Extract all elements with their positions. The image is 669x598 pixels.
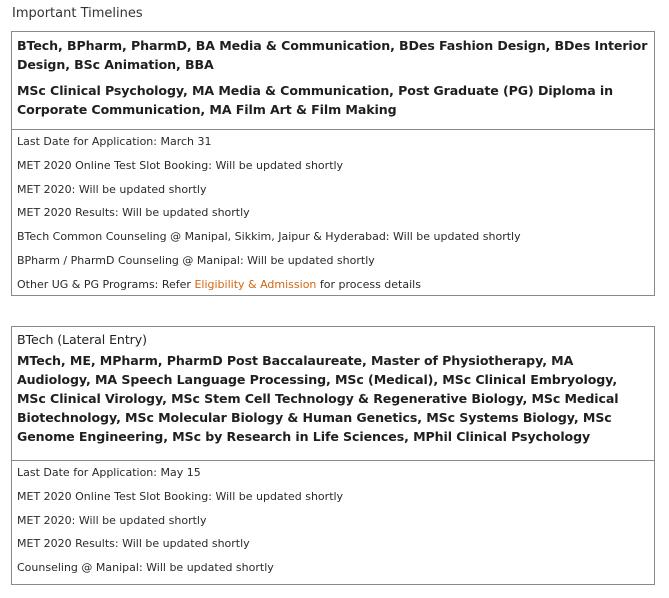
page-title: Important Timelines	[12, 6, 143, 21]
section-title: BTech (Lateral Entry)	[17, 332, 147, 347]
timeline-list	[12, 130, 654, 299]
timeline-box-ug-pg	[11, 31, 655, 296]
programs-list-ug: BTech, BPharm, PharmD, BA Media & Communication, BDes Fashion Design, BDes Interior Design, BSc Animation, BBA	[17, 38, 648, 72]
timeline-list	[12, 461, 654, 582]
timeline-item: MET 2020: Will be updated shortly	[17, 182, 207, 196]
timeline-item: Last Date for Application: March 31	[17, 135, 212, 148]
eligibility-admission-link[interactable]: Eligibility & Admission	[194, 277, 317, 291]
timeline-item: MET 2020 Online Test Slot Booking: Will be updated shortly	[17, 489, 344, 503]
other-prefix: Other UG & PG Programs: Refer	[17, 277, 195, 291]
timeline-item: BPharm / PharmD Counseling @ Manipal: Will be updated shortly	[17, 253, 375, 267]
timeline-item: MET 2020 Results: Will be updated shortly	[17, 537, 250, 551]
timeline-item: Counseling @ Manipal: Will be updated shortly	[17, 561, 274, 575]
timeline-item-other	[17, 275, 649, 299]
timeline-item: Last Date for Application: May 15	[17, 466, 201, 479]
other-suffix: for process details	[316, 277, 421, 291]
programs-list-pg: MTech, ME, MPharm, PharmD Post Baccalaureate, Master of Physiotherapy, MA Audiology, MA Speech Language Processing, MSc (Medical), MSc Clinical Embryology, MSc Clinical Virology, MSc Stem Cell Technology & Regenerative Biology, MSc Medical Biotechnology, MSc Molecular Biology & Human Genetics, MSc Systems Biology, MSc Genome Engineering, MSc by Research in Life Sciences, MPhil Clinical Psychology	[17, 353, 619, 444]
programs-header	[12, 32, 654, 130]
timeline-item: MET 2020 Results: Will be updated shortly	[17, 206, 250, 220]
timeline-item: MET 2020: Will be updated shortly	[17, 513, 207, 527]
timeline-box-lateral-pg	[11, 326, 655, 585]
programs-list-pg: MSc Clinical Psychology, MA Media & Communication, Post Graduate (PG) Diploma in Corporate Communication, MA Film Art & Film Making	[17, 83, 614, 117]
programs-header	[12, 327, 654, 461]
timeline-item: MET 2020 Online Test Slot Booking: Will be updated shortly	[17, 158, 344, 172]
timeline-item: BTech Common Counseling @ Manipal, Sikkim, Jaipur & Hyderabad: Will be updated shortly	[17, 230, 521, 244]
